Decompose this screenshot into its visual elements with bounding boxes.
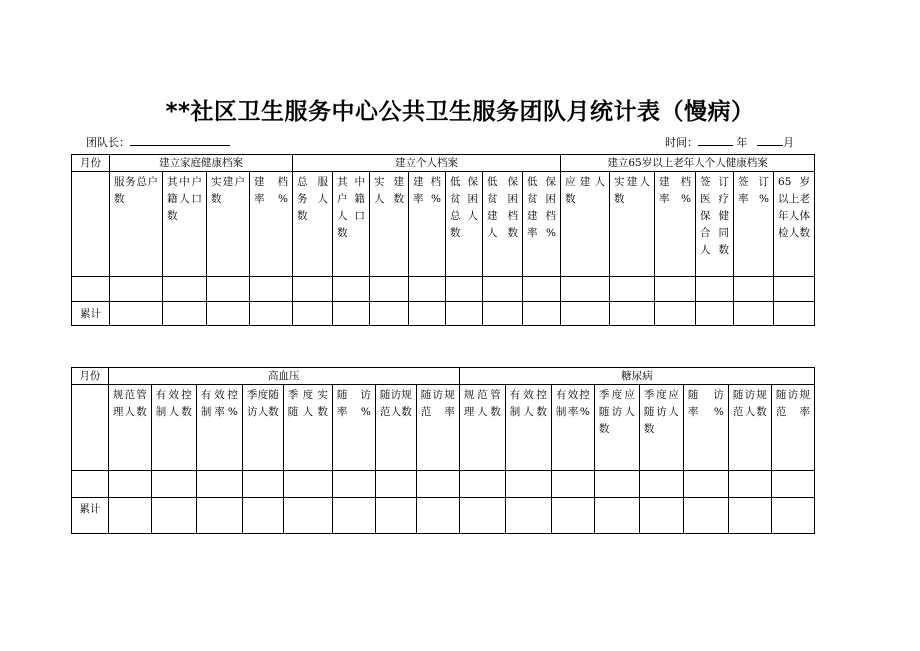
column-header: 实建人数 [610,172,655,277]
table-cell[interactable] [110,302,163,326]
table-cell[interactable] [523,277,561,302]
column-header: 低保贫困建档人数 [483,172,523,277]
column-header: 建档率% [409,172,446,277]
table-cell[interactable] [151,498,196,534]
time-label: 时间： [665,136,698,149]
table-cell[interactable] [332,471,375,498]
table-cell[interactable] [771,498,814,534]
table-cell[interactable] [333,302,370,326]
table-cell[interactable] [250,302,293,326]
table-cell[interactable] [594,498,639,534]
table-cell[interactable] [163,302,207,326]
table-cell[interactable] [110,277,163,302]
column-header: 签订率% [734,172,774,277]
table-cell[interactable] [108,498,151,534]
table-cell[interactable] [655,302,696,326]
date-field [665,134,794,150]
column-header: 季度随访人数 [242,385,283,471]
table-cell[interactable] [293,277,333,302]
group-header-elderly: 建立65岁以上老年人个人健康档案 [561,155,815,172]
table-cell[interactable] [561,277,610,302]
column-header: 其中户籍人口数 [163,172,207,277]
table-cell[interactable] [207,302,250,326]
table-cell[interactable] [683,471,728,498]
group-header-diabetes: 糖尿病 [459,368,814,385]
column-header: 实建人数 [370,172,409,277]
table-cell[interactable] [734,277,774,302]
column-header: 实建户数 [207,172,250,277]
column-header: 随访规范人数 [728,385,771,471]
table-cell[interactable] [483,302,523,326]
table-cell[interactable] [696,277,734,302]
table-cell[interactable] [163,277,207,302]
column-header: 建档率% [655,172,696,277]
table-cell[interactable] [505,471,551,498]
table-cell[interactable] [446,302,483,326]
column-header: 随访率% [683,385,728,471]
table-cell[interactable] [523,302,561,326]
year-blank [698,135,733,146]
table-cell[interactable] [72,471,109,498]
table-cell[interactable] [446,277,483,302]
column-header: 季度应随访人数 [639,385,683,471]
table-cell[interactable] [483,277,523,302]
team-leader-label: 团队长： [86,136,130,149]
data-row [72,277,815,302]
column-header: 有效控制人数 [505,385,551,471]
column-header: 随访率% [332,385,375,471]
table-cell[interactable] [283,498,332,534]
column-header: 低保贫困建档率% [523,172,561,277]
column-header: 随访规范人数 [375,385,416,471]
table-cell[interactable] [459,498,505,534]
table-cell[interactable] [655,277,696,302]
table-cell[interactable] [728,498,771,534]
column-header: 季度实随人数 [283,385,332,471]
month-header: 月份 [72,368,109,385]
table-cell[interactable] [409,302,446,326]
page-title: **社区卫生服务中心公共卫生服务团队月统计表（慢病） [165,99,755,125]
data-row [72,471,815,498]
year-label: 年 [736,136,748,149]
table-cell[interactable] [207,277,250,302]
table-cell[interactable] [409,277,446,302]
table-cell[interactable] [108,471,151,498]
table-cell[interactable] [370,302,409,326]
table-cell[interactable] [416,498,459,534]
column-header: 65岁以上老年人体检人数 [774,172,815,277]
table-cell[interactable] [416,471,459,498]
stats-table-records [71,154,815,326]
table-cell[interactable] [610,277,655,302]
table-cell[interactable] [683,498,728,534]
table-cell[interactable] [72,277,110,302]
table-cell[interactable] [505,498,551,534]
table-cell[interactable] [696,302,734,326]
group-header-family: 建立家庭健康档案 [110,155,293,172]
month-blank [757,135,783,146]
column-header: 随访规范率 [771,385,814,471]
table-cell[interactable] [196,471,242,498]
column-header: 随访规范率 [416,385,459,471]
table-cell[interactable] [561,302,610,326]
table-cell[interactable] [728,471,771,498]
table-cell[interactable] [283,471,332,498]
column-header: 规范管理人数 [459,385,505,471]
table-cell[interactable] [375,471,416,498]
column-header: 总服务人数 [293,172,333,277]
total-row [72,302,815,326]
table-cell[interactable] [610,302,655,326]
column-header: 季度应随访人数 [594,385,639,471]
column-header: 低保贫困总人数 [446,172,483,277]
table-cell[interactable] [293,302,333,326]
group-header-hypertension: 高血压 [108,368,459,385]
month-cell-empty [72,172,110,277]
table-cell[interactable] [734,302,774,326]
month-label: 月 [783,136,794,149]
total-row [72,498,815,534]
column-header: 有效控制率% [196,385,242,471]
month-header: 月份 [72,155,110,172]
column-header: 服务总户数 [110,172,163,277]
table-cell[interactable] [771,471,814,498]
table-cell[interactable] [639,498,683,534]
table-cell[interactable] [594,471,639,498]
column-header: 建档率% [250,172,293,277]
column-header: 有效控制人数 [151,385,196,471]
team-leader-field [86,134,230,150]
table-cell[interactable] [242,498,283,534]
team-leader-blank [130,135,230,146]
table-cell[interactable] [332,498,375,534]
table-cell[interactable] [551,498,594,534]
table-cell[interactable] [333,277,370,302]
stats-table-chronic [71,367,815,534]
table-cell[interactable] [196,498,242,534]
column-header: 规范管理人数 [108,385,151,471]
table-cell[interactable] [370,277,409,302]
group-header-personal: 建立个人档案 [293,155,561,172]
table-cell[interactable] [250,277,293,302]
table-cell[interactable] [551,471,594,498]
total-label: 累计 [72,302,110,326]
table-cell[interactable] [639,471,683,498]
table-cell[interactable] [459,471,505,498]
table-cell[interactable] [242,471,283,498]
column-header: 其中户籍人口数 [333,172,370,277]
table-cell[interactable] [774,277,815,302]
table-cell[interactable] [151,471,196,498]
month-cell-empty [72,385,109,471]
column-header: 有效控制率% [551,385,594,471]
table-cell[interactable] [375,498,416,534]
total-label: 累计 [72,498,109,534]
column-header: 签订医疗保健合同人数 [696,172,734,277]
column-header: 应建人数 [561,172,610,277]
table-cell[interactable] [774,302,815,326]
